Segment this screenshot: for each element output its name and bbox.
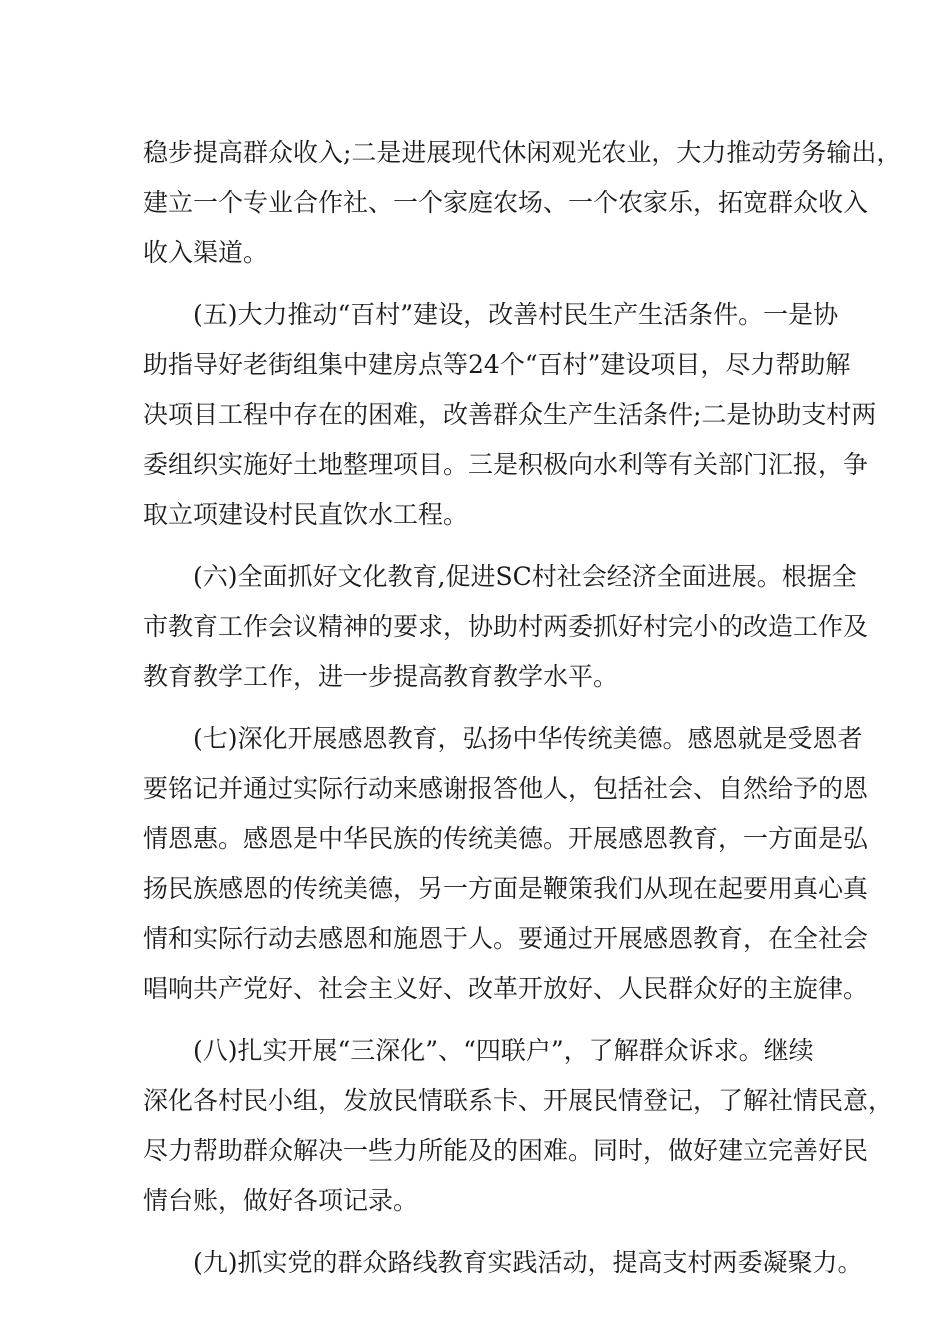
text-line: 扬民族感恩的传统美德，另一方面是鞭策我们从现在起要用真心真 xyxy=(143,874,869,903)
text-line: 建立一个专业合作社、一个家庭农场、一个农家乐，拓宽群众收入 xyxy=(143,188,869,217)
document-body xyxy=(143,128,902,1288)
text-line: 情和实际行动去感恩和施恩于人。要通过开展感恩教育，在全社会 xyxy=(143,924,869,953)
text-line: 稳步提高群众收入;二是进展现代休闲观光农业，大力推动劳务输出， xyxy=(143,138,902,167)
paragraph xyxy=(143,714,869,1014)
text-line: 情恩惠。感恩是中华民族的传统美德。开展感恩教育，一方面是弘 xyxy=(143,824,869,853)
paragraph xyxy=(143,552,869,702)
text-line: 要铭记并通过实际行动来感谢报答他人，包括社会、自然给予的恩 xyxy=(143,774,869,803)
text-line: (八)扎实开展“三深化”、“四联户”，了解群众诉求。继续 xyxy=(193,1036,814,1065)
text-line: (九)抓实党的群众路线教育实践活动，提高支村两委凝聚力。 xyxy=(193,1248,863,1277)
text-line: 教育教学工作，进一步提高教育教学水平。 xyxy=(143,662,619,691)
text-line: 收入渠道。 xyxy=(143,238,269,267)
text-line: (七)深化开展感恩教育，弘扬中华传统美德。感恩就是受恩者 xyxy=(193,724,863,753)
text-line: 唱响共产党好、社会主义好、改革开放好、人民群众好的主旋律。 xyxy=(143,974,869,1003)
paragraph xyxy=(143,128,902,278)
paragraph xyxy=(143,1238,863,1288)
text-line: 委组织实施好土地整理项目。三是积极向水利等有关部门汇报，争 xyxy=(143,450,869,479)
text-line: 市教育工作会议精神的要求，协助村两委抓好村完小的改造工作及 xyxy=(143,612,869,641)
text-line: 情台账，做好各项记录。 xyxy=(143,1186,419,1215)
text-line: (五)大力推动“百村”建设，改善村民生产生活条件。一是协 xyxy=(193,300,839,329)
paragraph xyxy=(143,1026,894,1226)
paragraph xyxy=(143,290,877,540)
text-line: 深化各村民小组，发放民情联系卡、开展民情登记，了解社情民意， xyxy=(143,1086,894,1115)
text-line: 取立项建设村民直饮水工程。 xyxy=(143,500,469,529)
text-line: 尽力帮助群众解决一些力所能及的困难。同时，做好建立完善好民 xyxy=(143,1136,869,1165)
text-line: (六)全面抓好文化教育,促进SC村社会经济全面进展。根据全 xyxy=(193,562,857,591)
text-line: 助指导好老街组集中建房点等24个“百村”建设项目，尽力帮助解 xyxy=(143,350,851,379)
text-line: 决项目工程中存在的困难，改善群众生产生活条件;二是协助支村两 xyxy=(143,400,877,429)
